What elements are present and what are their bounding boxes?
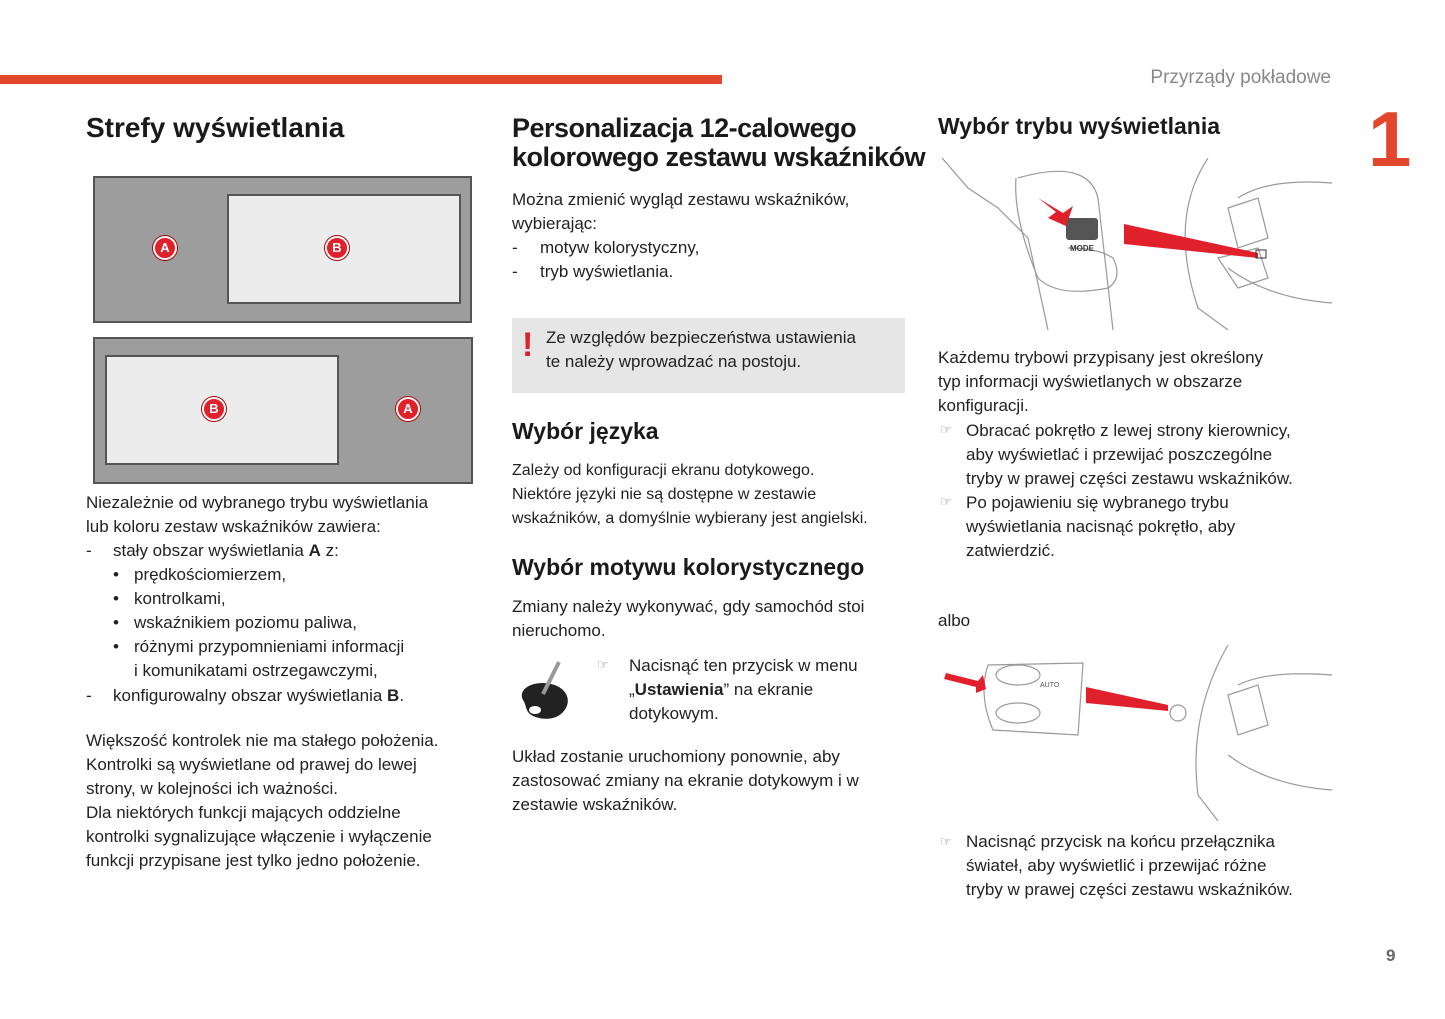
cluster-diagram-1 bbox=[93, 176, 472, 323]
light-stalk-illustration bbox=[938, 645, 1332, 821]
step-text: tryby w prawej części zestawu wskaźników. bbox=[966, 880, 1293, 899]
bold-text: A bbox=[308, 541, 321, 560]
text: ” na ekranie bbox=[723, 680, 814, 699]
text-line: Każdemu trybowi przypisany jest określony bbox=[938, 348, 1264, 367]
warning-icon: ! bbox=[522, 326, 534, 364]
list-item-zone-b bbox=[113, 684, 404, 708]
zone-b-badge: B bbox=[325, 236, 349, 260]
step-text: Po pojawieniu się wybranego trybu bbox=[966, 493, 1229, 512]
text: „ bbox=[629, 680, 635, 699]
header-accent-bar bbox=[0, 75, 722, 84]
palette-icon bbox=[515, 658, 575, 723]
text-line: Można zmienić wygląd zestawu wskaźników, bbox=[512, 190, 850, 209]
color-theme-title: Wybór motywu kolorystycznego bbox=[512, 554, 865, 580]
zone-a-badge: A bbox=[396, 397, 420, 421]
or-text: albo bbox=[938, 611, 971, 630]
list-item: tryb wyświetlania. bbox=[540, 262, 674, 281]
settings-menu-name: Ustawienia bbox=[634, 680, 724, 699]
step-text: dotykowym. bbox=[629, 704, 719, 723]
text-line: Zmiany należy wykonywać, gdy samochód stoi bbox=[512, 597, 865, 616]
sub-list-item: wskaźnikiem poziomu paliwa, bbox=[134, 613, 357, 632]
step-text: Nacisnąć przycisk na końcu przełącznika bbox=[966, 832, 1275, 851]
zone-a-badge: A bbox=[153, 236, 177, 260]
text-line: wybierając: bbox=[512, 214, 598, 233]
auto-label: AUTO bbox=[1040, 682, 1060, 689]
display-mode-title: Wybór trybu wyświetlania bbox=[938, 113, 1221, 139]
hand-pointer-icon: ☞ bbox=[597, 657, 609, 672]
hand-pointer-icon: ☞ bbox=[940, 834, 952, 849]
text-line: funkcji przypisane jest tylko jedno położenie. bbox=[86, 851, 421, 870]
bold-text: B bbox=[387, 686, 400, 705]
page-number: 9 bbox=[1386, 946, 1396, 965]
language-title: Wybór języka bbox=[512, 418, 659, 444]
bullet: • bbox=[113, 613, 119, 632]
step-text: Nacisnąć ten przycisk w menu bbox=[629, 656, 858, 675]
personalization-title bbox=[512, 114, 925, 172]
bullet: • bbox=[113, 637, 119, 656]
text-line: Niezależnie od wybranego trybu wyświetlania bbox=[86, 493, 429, 512]
text: konfigurowalny obszar wyświetlania bbox=[113, 686, 388, 705]
dash: - bbox=[86, 541, 92, 560]
sub-list-item: prędkościomierzem, bbox=[134, 565, 287, 584]
hand-pointer-icon: ☞ bbox=[940, 494, 952, 509]
text: z: bbox=[320, 541, 339, 560]
step-text: wyświetlania nacisnąć pokrętło, aby bbox=[966, 517, 1236, 536]
text-line: Kontrolki są wyświetlane od prawej do lewej bbox=[86, 755, 417, 774]
warning-text: Ze względów bezpieczeństwa ustawienia bbox=[546, 328, 856, 347]
section-header: Przyrządy pokładowe bbox=[1150, 67, 1331, 88]
text-line: Większość kontrolek nie ma stałego położenia. bbox=[86, 731, 439, 750]
text-line: Układ zostanie uruchomiony ponownie, aby bbox=[512, 747, 840, 766]
text: stały obszar wyświetlania bbox=[113, 541, 309, 560]
sub-list-item: kontrolkami, bbox=[134, 589, 226, 608]
sub-list-item-cont: i komunikatami ostrzegawczymi, bbox=[134, 661, 378, 680]
bullet: • bbox=[113, 589, 119, 608]
zone-b-badge: B bbox=[202, 397, 226, 421]
display-zones-title: Strefy wyświetlania bbox=[86, 112, 345, 143]
step-text: Obracać pokrętło z lewej strony kierownicy, bbox=[966, 421, 1291, 440]
sub-list-item: różnymi przypomnieniami informacji bbox=[134, 637, 405, 656]
step-text: tryby w prawej części zestawu wskaźników. bbox=[966, 469, 1293, 488]
chapter-number: 1 bbox=[1368, 95, 1412, 183]
warning-text: te należy wprowadzać na postoju. bbox=[546, 352, 802, 371]
step-text: świateł, aby wyświetlić i przewijać różne bbox=[966, 856, 1267, 875]
text-line: strony, w kolejności ich ważności. bbox=[86, 779, 338, 798]
hand-pointer-icon: ☞ bbox=[940, 422, 952, 437]
list-item: motyw kolorystyczny, bbox=[540, 238, 700, 257]
mode-label: MODE bbox=[1070, 244, 1094, 253]
list-item-zone-a bbox=[113, 539, 339, 563]
dash: - bbox=[86, 686, 92, 705]
text-line: lub koloru zestaw wskaźników zawiera: bbox=[86, 517, 381, 536]
text-line: Niektóre języki nie są dostępne w zestawie bbox=[512, 486, 817, 503]
step-text: zatwierdzić. bbox=[966, 541, 1055, 560]
text-line: Dla niektórych funkcji mających oddzielne bbox=[86, 803, 401, 822]
text-line: konfiguracji. bbox=[938, 396, 1029, 415]
safety-warning-box bbox=[512, 318, 905, 393]
bullet: • bbox=[113, 565, 119, 584]
text-line: kontrolki sygnalizujące włączenie i wyłączenie bbox=[86, 827, 432, 846]
step-text: aby wyświetlać i przewijać poszczególne bbox=[966, 445, 1273, 464]
text-line: nieruchomo. bbox=[512, 621, 606, 640]
title-line: Personalizacja 12-calowego bbox=[512, 113, 857, 143]
step-text bbox=[629, 678, 813, 702]
text: . bbox=[399, 686, 405, 705]
text-line: zastosować zmiany na ekranie dotykowym i w bbox=[512, 771, 859, 790]
cluster-diagram-2 bbox=[93, 337, 473, 484]
text-line: zestawie wskaźników. bbox=[512, 795, 678, 814]
dash: - bbox=[512, 262, 518, 281]
steering-mode-button-illustration bbox=[938, 158, 1332, 330]
text-line: wskaźników, a domyślnie wybierany jest angielski. bbox=[512, 510, 868, 527]
text-line: typ informacji wyświetlanych w obszarze bbox=[938, 372, 1243, 391]
text-line: Zależy od konfiguracji ekranu dotykowego. bbox=[512, 462, 815, 479]
dash: - bbox=[512, 238, 518, 257]
title-line: kolorowego zestawu wskaźników bbox=[512, 142, 926, 172]
